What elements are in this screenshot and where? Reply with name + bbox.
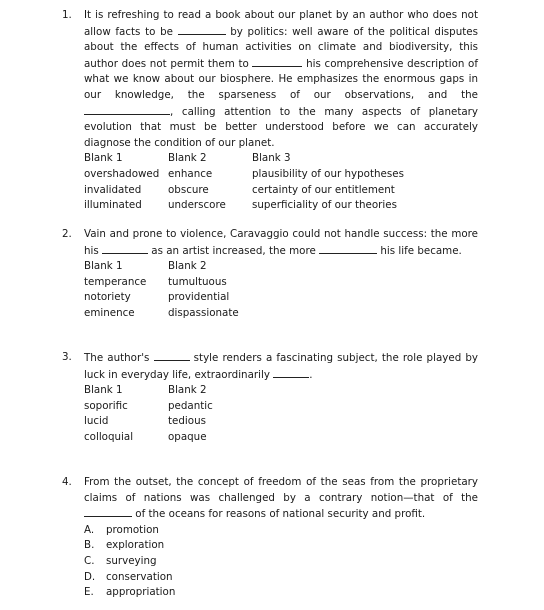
answer-option[interactable]: temperance	[84, 275, 147, 288]
answer-option[interactable]: lucid	[84, 415, 109, 428]
answer-option[interactable]: tumultuous	[168, 275, 227, 288]
question-1	[62, 8, 478, 214]
options-header-row	[84, 259, 239, 275]
answer-option[interactable]: colloquial	[84, 430, 134, 443]
column-header: Blank 1	[84, 260, 123, 273]
options-row	[84, 414, 213, 430]
answer-option[interactable]: pedantic	[168, 399, 213, 412]
options-header-row	[84, 151, 404, 167]
answer-option[interactable]: opaque	[168, 430, 207, 443]
options-row	[84, 399, 213, 415]
blank-3	[84, 104, 170, 115]
options-row	[84, 198, 404, 214]
question-4	[62, 475, 478, 601]
options-row	[84, 306, 239, 322]
question-number: 3.	[62, 351, 72, 363]
blank-1	[178, 24, 226, 35]
answer-option[interactable]: underscore	[168, 199, 226, 212]
answer-option[interactable]: soporific	[84, 399, 128, 412]
blank-2	[273, 367, 309, 378]
question-stem: From the outset, the concept of freedom of the seas from the proprietary claims of nations was challenged by a contrary notion—that of the of the oceans for reasons of national security and profit.	[84, 476, 478, 521]
choice-b[interactable]: B. exploration	[84, 539, 165, 552]
question-number: 2.	[62, 228, 72, 240]
options-header-row	[84, 383, 213, 399]
question-stem: Vain and prone to violence, Caravaggio could not handle success: the more his as an artist increased, the more his life became.	[84, 228, 478, 257]
blank-2	[252, 56, 302, 67]
answer-option[interactable]: dispassionate	[168, 306, 239, 319]
answer-option[interactable]: overshadowed	[84, 167, 160, 180]
answer-option[interactable]: plausibility of our hypotheses	[252, 167, 404, 180]
choice-e[interactable]: E. appropriation	[84, 586, 176, 599]
choice-c[interactable]: C. surveying	[84, 554, 157, 567]
choice-a[interactable]: A. promotion	[84, 523, 159, 536]
question-number: 4.	[62, 476, 72, 488]
question-stem: It is refreshing to read a book about our planet by an author who does not allow facts to be by politics: well aware of the political disputes about the effects of human activities on climate and biodiversity, this author does not permit them to his comprehensive description of what we know about our biosphere. He emphasizes the enormous gaps in our knowledge, the sparseness of our observations, and the , calling attention to the many aspects of planetary evolution that must be better understood before we can accurately diagnose the condition of our planet.	[84, 9, 478, 149]
answer-option[interactable]: enhance	[168, 167, 213, 180]
options-row	[84, 167, 404, 183]
answer-option[interactable]: illuminated	[84, 199, 142, 212]
blank-2	[319, 243, 377, 254]
answer-option[interactable]: eminence	[84, 306, 135, 319]
column-header: Blank 2	[168, 384, 207, 397]
answer-option[interactable]: tedious	[168, 415, 206, 428]
options-row	[84, 275, 239, 291]
answer-option[interactable]: providential	[168, 291, 230, 304]
answer-option[interactable]: invalidated	[84, 183, 142, 196]
answer-options-table	[84, 383, 213, 445]
column-header: Blank 2	[168, 260, 207, 273]
options-row	[84, 430, 213, 446]
answer-options-table	[84, 151, 404, 213]
question-3	[62, 350, 478, 446]
answer-option[interactable]: certainty of our entitlement	[252, 183, 395, 196]
answer-choices	[84, 523, 478, 601]
answer-option[interactable]: obscure	[168, 183, 209, 196]
choice-d[interactable]: D. conservation	[84, 570, 173, 583]
blank-1	[102, 243, 148, 254]
blank-1	[154, 350, 190, 361]
column-header: Blank 3	[252, 152, 291, 165]
options-row	[84, 183, 404, 199]
answer-option[interactable]: notoriety	[84, 291, 131, 304]
options-row	[84, 290, 239, 306]
answer-options-table	[84, 259, 239, 321]
question-stem: The author's style renders a fascinating subject, the role played by luck in everyday life, extraordinarily .	[84, 352, 478, 381]
question-number: 1.	[62, 9, 72, 21]
column-header: Blank 2	[168, 152, 207, 165]
column-header: Blank 1	[84, 384, 123, 397]
column-header: Blank 1	[84, 152, 123, 165]
question-2	[62, 227, 478, 322]
answer-option[interactable]: superficiality of our theories	[252, 199, 397, 212]
blank-1	[84, 506, 132, 517]
